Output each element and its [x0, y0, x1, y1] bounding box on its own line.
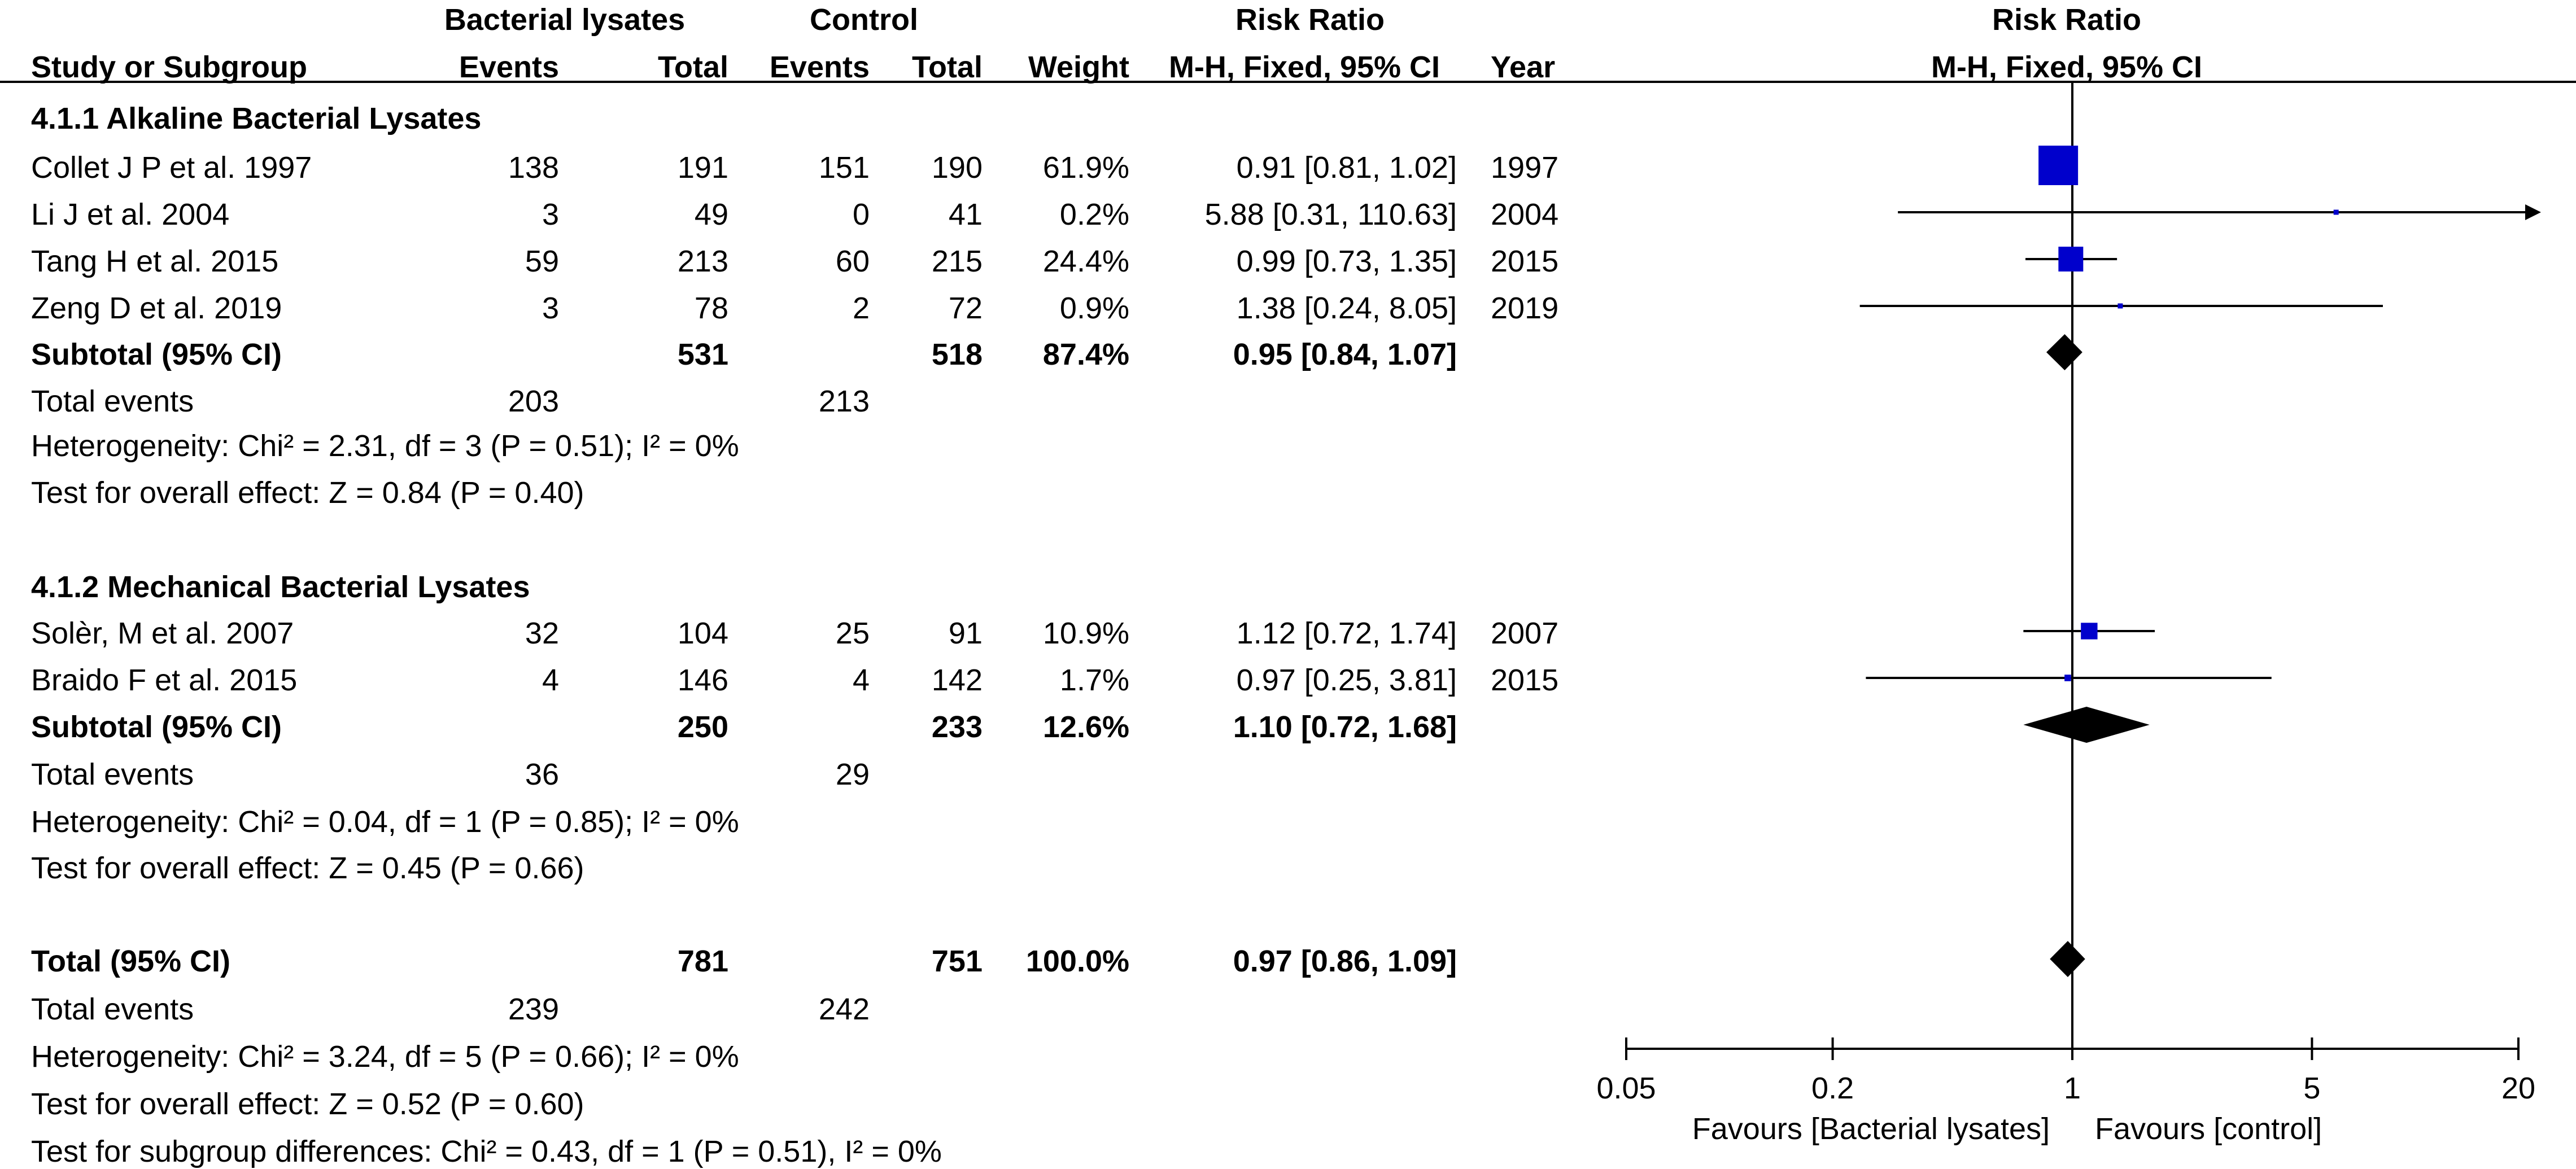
- ctl-total: 215: [931, 244, 983, 278]
- total-weight: 100.0%: [1025, 944, 1129, 978]
- total-events-label: Total events: [31, 384, 194, 418]
- study-name: Braido F et al. 2015: [31, 663, 298, 697]
- overall-effect-text: Test for overall effect: Z = 0.84 (P = 0.40): [31, 476, 584, 510]
- study-year: 2015: [1491, 663, 1559, 697]
- ctl-total: 41: [948, 198, 983, 231]
- subtotal-ci: 1.10 [0.72, 1.68]: [1233, 710, 1457, 744]
- study-year: 2007: [1491, 616, 1559, 650]
- header-year: Year: [1491, 50, 1556, 84]
- plot-method: M-H, Fixed, 95% CI: [1931, 50, 2203, 84]
- total-events-label: Total events: [31, 992, 194, 1026]
- x-tick-label: 20: [2501, 1071, 2536, 1105]
- subtotal-ci: 0.95 [0.84, 1.07]: [1233, 338, 1457, 371]
- study-weight: 10.9%: [1042, 616, 1129, 650]
- total-events-ctl: 242: [818, 992, 870, 1026]
- study-square: [2117, 304, 2123, 309]
- overall-effect-text: Test for overall effect: Z = 0.52 (P = 0.60): [31, 1087, 584, 1121]
- study-ci: 0.97 [0.25, 3.81]: [1236, 663, 1457, 697]
- subtotal-weight: 87.4%: [1042, 338, 1129, 371]
- ctl-total: 190: [931, 151, 983, 185]
- subgroup-diff-text: Test for subgroup differences: Chi² = 0.43, df = 1 (P = 0.51), I² = 0%: [31, 1135, 942, 1168]
- study-ci: 1.38 [0.24, 8.05]: [1236, 291, 1457, 325]
- subgroup-title: 4.1.2 Mechanical Bacterial Lysates: [31, 570, 530, 604]
- heterogeneity-text: Heterogeneity: Chi² = 3.24, df = 5 (P = 0.66); I² = 0%: [31, 1040, 739, 1074]
- exp-events: 59: [525, 244, 559, 278]
- overall-effect-text: Test for overall effect: Z = 0.45 (P = 0.66): [31, 851, 584, 885]
- study-year: 1997: [1491, 151, 1559, 185]
- favours-left-label: Favours [Bacterial lysates]: [1692, 1112, 2050, 1146]
- study-weight: 1.7%: [1059, 663, 1129, 697]
- plot-title: Risk Ratio: [1992, 3, 2142, 37]
- total-events-ctl: 29: [835, 758, 870, 791]
- exp-events: 3: [542, 198, 559, 231]
- total-events-label: Total events: [31, 758, 194, 791]
- subgroup-title: 4.1.1 Alkaline Bacterial Lysates: [31, 102, 482, 135]
- subtotal-exp-total: 531: [677, 338, 728, 371]
- ctl-total: 72: [948, 291, 983, 325]
- x-tick-label: 0.2: [1811, 1071, 1854, 1105]
- exp-total: 213: [677, 244, 728, 278]
- x-tick-label: 0.05: [1596, 1071, 1656, 1105]
- header-ctl-total: Total: [912, 50, 983, 84]
- subtotal-ctl-total: 518: [931, 338, 983, 371]
- exp-total: 191: [677, 151, 728, 185]
- exp-events: 32: [525, 616, 559, 650]
- ctl-total: 142: [931, 663, 983, 697]
- header-exp-events: Events: [459, 50, 559, 84]
- study-name: Solèr, M et al. 2007: [31, 616, 294, 650]
- favours-right-label: Favours [control]: [2095, 1112, 2322, 1146]
- study-weight: 61.9%: [1042, 151, 1129, 185]
- heterogeneity-text: Heterogeneity: Chi² = 0.04, df = 1 (P = 0.85); I² = 0%: [31, 805, 739, 839]
- header-exp-total: Total: [658, 50, 728, 84]
- study-name: Collet J P et al. 1997: [31, 151, 312, 185]
- exp-events: 3: [542, 291, 559, 325]
- exp-total: 104: [677, 616, 728, 650]
- exp-events: 4: [542, 663, 559, 697]
- study-ci: 0.91 [0.81, 1.02]: [1236, 151, 1457, 185]
- exp-total: 78: [694, 291, 728, 325]
- study-year: 2019: [1491, 291, 1559, 325]
- ctl-events: 25: [835, 616, 870, 650]
- study-weight: 0.2%: [1059, 198, 1129, 231]
- pooled-diamond: [2046, 334, 2082, 370]
- study-square: [2058, 247, 2083, 272]
- total-events-exp: 239: [508, 992, 559, 1026]
- ctl-events: 151: [818, 151, 870, 185]
- study-square: [2334, 210, 2339, 215]
- exp-total: 49: [694, 198, 728, 231]
- header-effect-title: Risk Ratio: [1235, 3, 1385, 37]
- ctl-events: 4: [852, 663, 870, 697]
- header-ctl-events: Events: [769, 50, 870, 84]
- total-ctl-total: 751: [931, 944, 983, 978]
- ctl-events: 0: [852, 198, 870, 231]
- header-method: M-H, Fixed, 95% CI: [1168, 50, 1440, 84]
- ci-arrow: [2525, 204, 2541, 220]
- study-year: 2015: [1491, 244, 1559, 278]
- total-label: Total (95% CI): [31, 944, 231, 978]
- header-weight: Weight: [1028, 50, 1129, 84]
- total-exp-total: 781: [677, 944, 728, 978]
- study-ci: 1.12 [0.72, 1.74]: [1236, 616, 1457, 650]
- subtotal-exp-total: 250: [677, 710, 728, 744]
- subtotal-label: Subtotal (95% CI): [31, 338, 282, 371]
- heterogeneity-text: Heterogeneity: Chi² = 2.31, df = 3 (P = 0.51); I² = 0%: [31, 429, 739, 463]
- subtotal-weight: 12.6%: [1042, 710, 1129, 744]
- pooled-diamond: [2023, 707, 2149, 743]
- study-name: Tang H et al. 2015: [31, 244, 279, 278]
- header-study: Study or Subgroup: [31, 50, 307, 84]
- total-events-ctl: 213: [818, 384, 870, 418]
- total-ci: 0.97 [0.86, 1.09]: [1233, 944, 1457, 978]
- study-square: [2038, 146, 2078, 185]
- study-weight: 0.9%: [1059, 291, 1129, 325]
- subtotal-label: Subtotal (95% CI): [31, 710, 282, 744]
- study-weight: 24.4%: [1042, 244, 1129, 278]
- study-square: [2081, 623, 2097, 639]
- ctl-events: 60: [835, 244, 870, 278]
- x-tick-label: 5: [2303, 1071, 2321, 1105]
- exp-total: 146: [677, 663, 728, 697]
- study-ci: 0.99 [0.73, 1.35]: [1236, 244, 1457, 278]
- study-year: 2004: [1491, 198, 1559, 231]
- ctl-total: 91: [948, 616, 983, 650]
- study-square: [2064, 675, 2071, 681]
- subtotal-ctl-total: 233: [931, 710, 983, 744]
- x-tick-label: 1: [2063, 1071, 2081, 1105]
- total-events-exp: 36: [525, 758, 559, 791]
- study-name: Li J et al. 2004: [31, 198, 230, 231]
- header-group-exp: Bacterial lysates: [444, 3, 686, 37]
- pooled-diamond: [2050, 941, 2085, 977]
- study-ci: 5.88 [0.31, 110.63]: [1204, 198, 1457, 231]
- total-events-exp: 203: [508, 384, 559, 418]
- header-group-ctl: Control: [810, 3, 918, 37]
- study-name: Zeng D et al. 2019: [31, 291, 282, 325]
- exp-events: 138: [508, 151, 559, 185]
- ctl-events: 2: [852, 291, 870, 325]
